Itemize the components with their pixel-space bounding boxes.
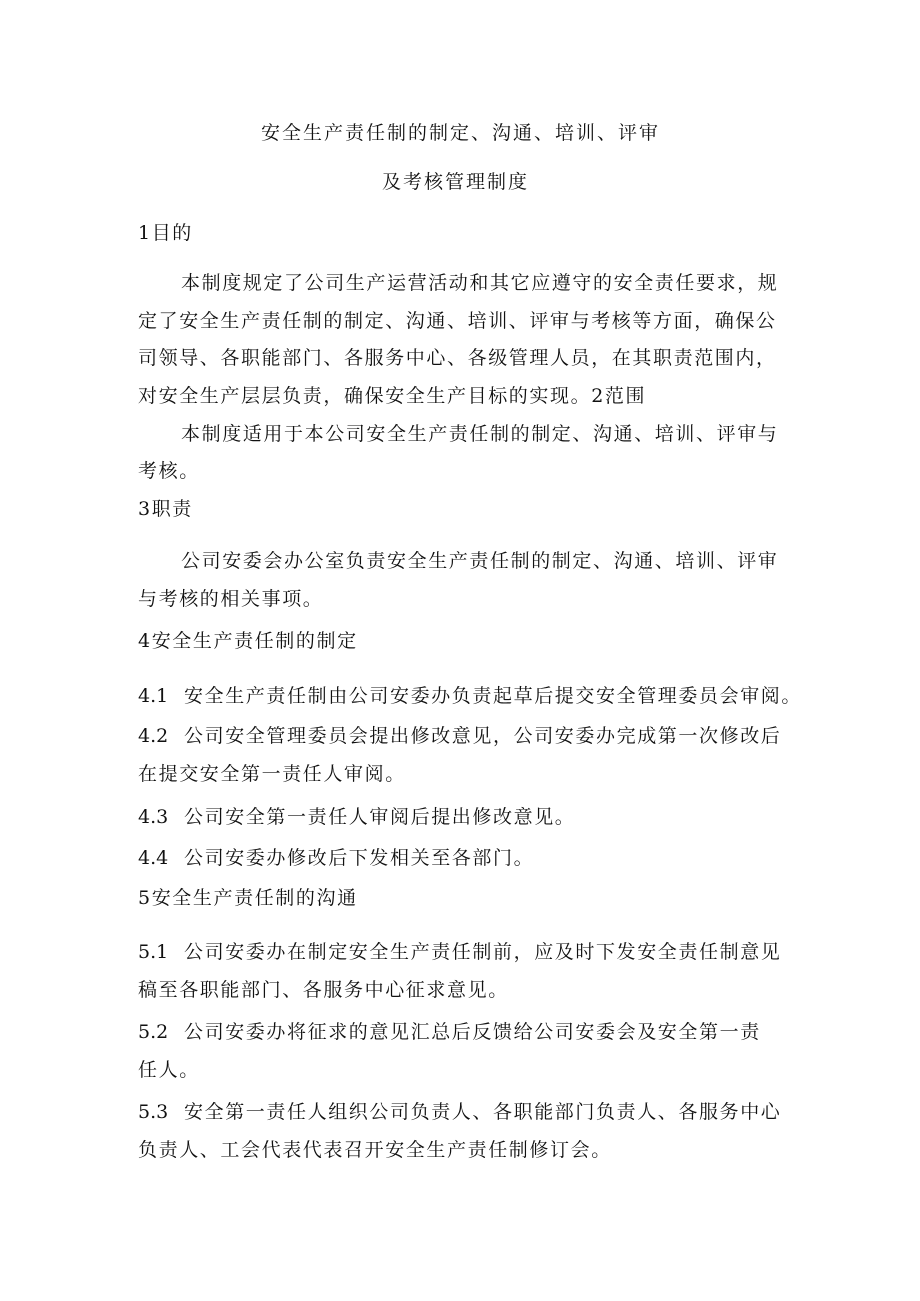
list-item-continuation: 稿至各职能部门、各服务中心征求意见。 <box>138 979 509 1001</box>
section-heading-purpose: 1目的 <box>138 222 193 244</box>
section-heading-duties: 3职责 <box>138 498 193 520</box>
item-number: 5.3 <box>138 1101 169 1123</box>
section-heading-communication: 5安全生产责任制的沟通 <box>138 887 358 909</box>
paragraph-line: 考核。 <box>138 460 200 482</box>
paragraph-line: 司领导、各职能部门、各服务中心、各级管理人员，在其职责范围内， <box>138 347 777 369</box>
item-text: 公司安全第一责任人审阅后提出修改意见。 <box>184 806 576 828</box>
list-item <box>138 940 781 964</box>
paragraph-line: 定了安全生产责任制的制定、沟通、培训、评审与考核等方面，确保公 <box>138 310 777 332</box>
list-item <box>138 1100 781 1124</box>
list-item-continuation: 任人。 <box>138 1059 200 1081</box>
list-item <box>138 1020 761 1044</box>
paragraph-line: 本制度规定了公司生产运营活动和其它应遵守的安全责任要求，规 <box>181 272 779 294</box>
paragraph-line: 公司安委会办公室负责安全生产责任制的制定、沟通、培训、评审 <box>181 550 779 572</box>
list-item <box>138 724 781 748</box>
list-item-continuation: 负责人、工会代表代表召开安全生产责任制修订会。 <box>138 1139 612 1161</box>
item-text: 公司安委办在制定安全生产责任制前，应及时下发安全责任制意见 <box>184 941 782 963</box>
paragraph-line: 对安全生产层层负责，确保安全生产目标的实现。2范围 <box>138 385 647 407</box>
item-text: 公司安委办将征求的意见汇总后反馈给公司安委会及安全第一责 <box>184 1021 761 1043</box>
item-number: 5.2 <box>138 1021 169 1043</box>
item-text: 公司安委办修改后下发相关至各部门。 <box>184 847 535 869</box>
paragraph-line: 本制度适用于本公司安全生产责任制的制定、沟通、培训、评审与 <box>181 423 779 445</box>
section-heading-formulation: 4安全生产责任制的制定 <box>138 630 358 652</box>
item-number: 4.1 <box>138 685 169 707</box>
item-number: 4.4 <box>138 847 169 869</box>
item-text: 公司安全管理委员会提出修改意见，公司安委办完成第一次修改后 <box>184 725 782 747</box>
list-item <box>138 846 534 870</box>
document-title-line-1: 安全生产责任制的制定、沟通、培训、评审 <box>261 122 661 144</box>
item-number: 4.3 <box>138 806 169 828</box>
item-text: 安全第一责任人组织公司负责人、各职能部门负责人、各服务中心 <box>184 1101 782 1123</box>
item-text: 安全生产责任制由公司安委办负责起草后提交安全管理委员会审阅。 <box>184 685 803 707</box>
item-number: 4.2 <box>138 725 169 747</box>
document-title-line-2: 及考核管理制度 <box>382 171 530 193</box>
item-number: 5.1 <box>138 941 169 963</box>
list-item <box>138 684 802 708</box>
list-item-continuation: 在提交安全第一责任人审阅。 <box>138 763 406 785</box>
paragraph-line: 与考核的相关事项。 <box>138 588 324 610</box>
list-item <box>138 805 575 829</box>
